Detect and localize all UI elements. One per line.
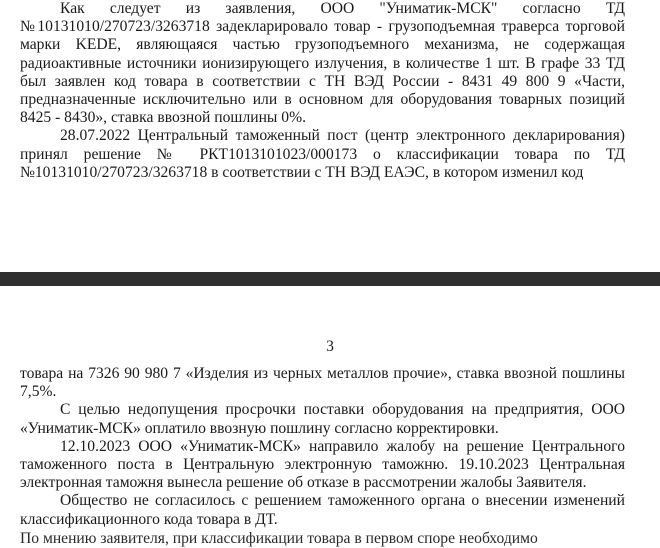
page-separator bbox=[0, 272, 660, 286]
page-bottom-body bbox=[20, 365, 625, 529]
paragraph-declaration: Как следует из заявления, ООО "Униматик-МСК" согласно ТД №10131010/270723/3263718 задекларировало товар - грузоподъемная траверса торговой марки KEDE, являющаяся частью грузоподъемного механизма, не содержащая радиоактивные источники ионизирующего излучения, в количестве 1 шт. В графе 33 ТД был заявлен код товара в соответствии с ТН ВЭД России - 8431 49 800 9 «Части, предназначенные исключительно или в основном для оборудования товарных позиций 8425 - 8430», ставка ввозной пошлины 0%. bbox=[20, 0, 625, 127]
page-number: 3 bbox=[326, 338, 334, 355]
paragraph-new-code: товара на 7326 90 980 7 «Изделия из черных металлов прочие», ставка ввозной пошлины 7,5%. bbox=[20, 365, 625, 401]
paragraph-disagreement: Общество не согласилось с решением таможенного органа о внесении изменений классификационного кода товара в ДТ. bbox=[20, 492, 625, 528]
document-page-top bbox=[0, 0, 660, 272]
paragraph-classification-decision: 28.07.2022 Центральный таможенный пост (центр электронного декларирования) принял решение № РКТ1013101023/000173 о классификации товара по ТД №10131010/270723/3263718 в соответствии с ТН ВЭД ЕАЭС, в котором изменил код bbox=[20, 127, 625, 181]
paragraph-duty-payment: С целью недопущения просрочки поставки оборудования на предприятия, ООО «Униматик-МСК» оплатило ввозную пошлину согласно корректировки. bbox=[20, 401, 625, 437]
page-top-body bbox=[20, 0, 625, 182]
document-page-bottom bbox=[0, 286, 660, 547]
cut-off-text-line: По мнению заявителя, при классификации товара в первом споре необходимо bbox=[20, 530, 538, 547]
paragraph-complaint: 12.10.2023 ООО «Униматик-МСК» направило жалобу на решение Центрального таможенного поста в Центральную электронную таможню. 19.10.2023 Центральная электронная таможня вынесла решение об отказе в рассмотрении жалобы Заявителя. bbox=[20, 437, 625, 492]
